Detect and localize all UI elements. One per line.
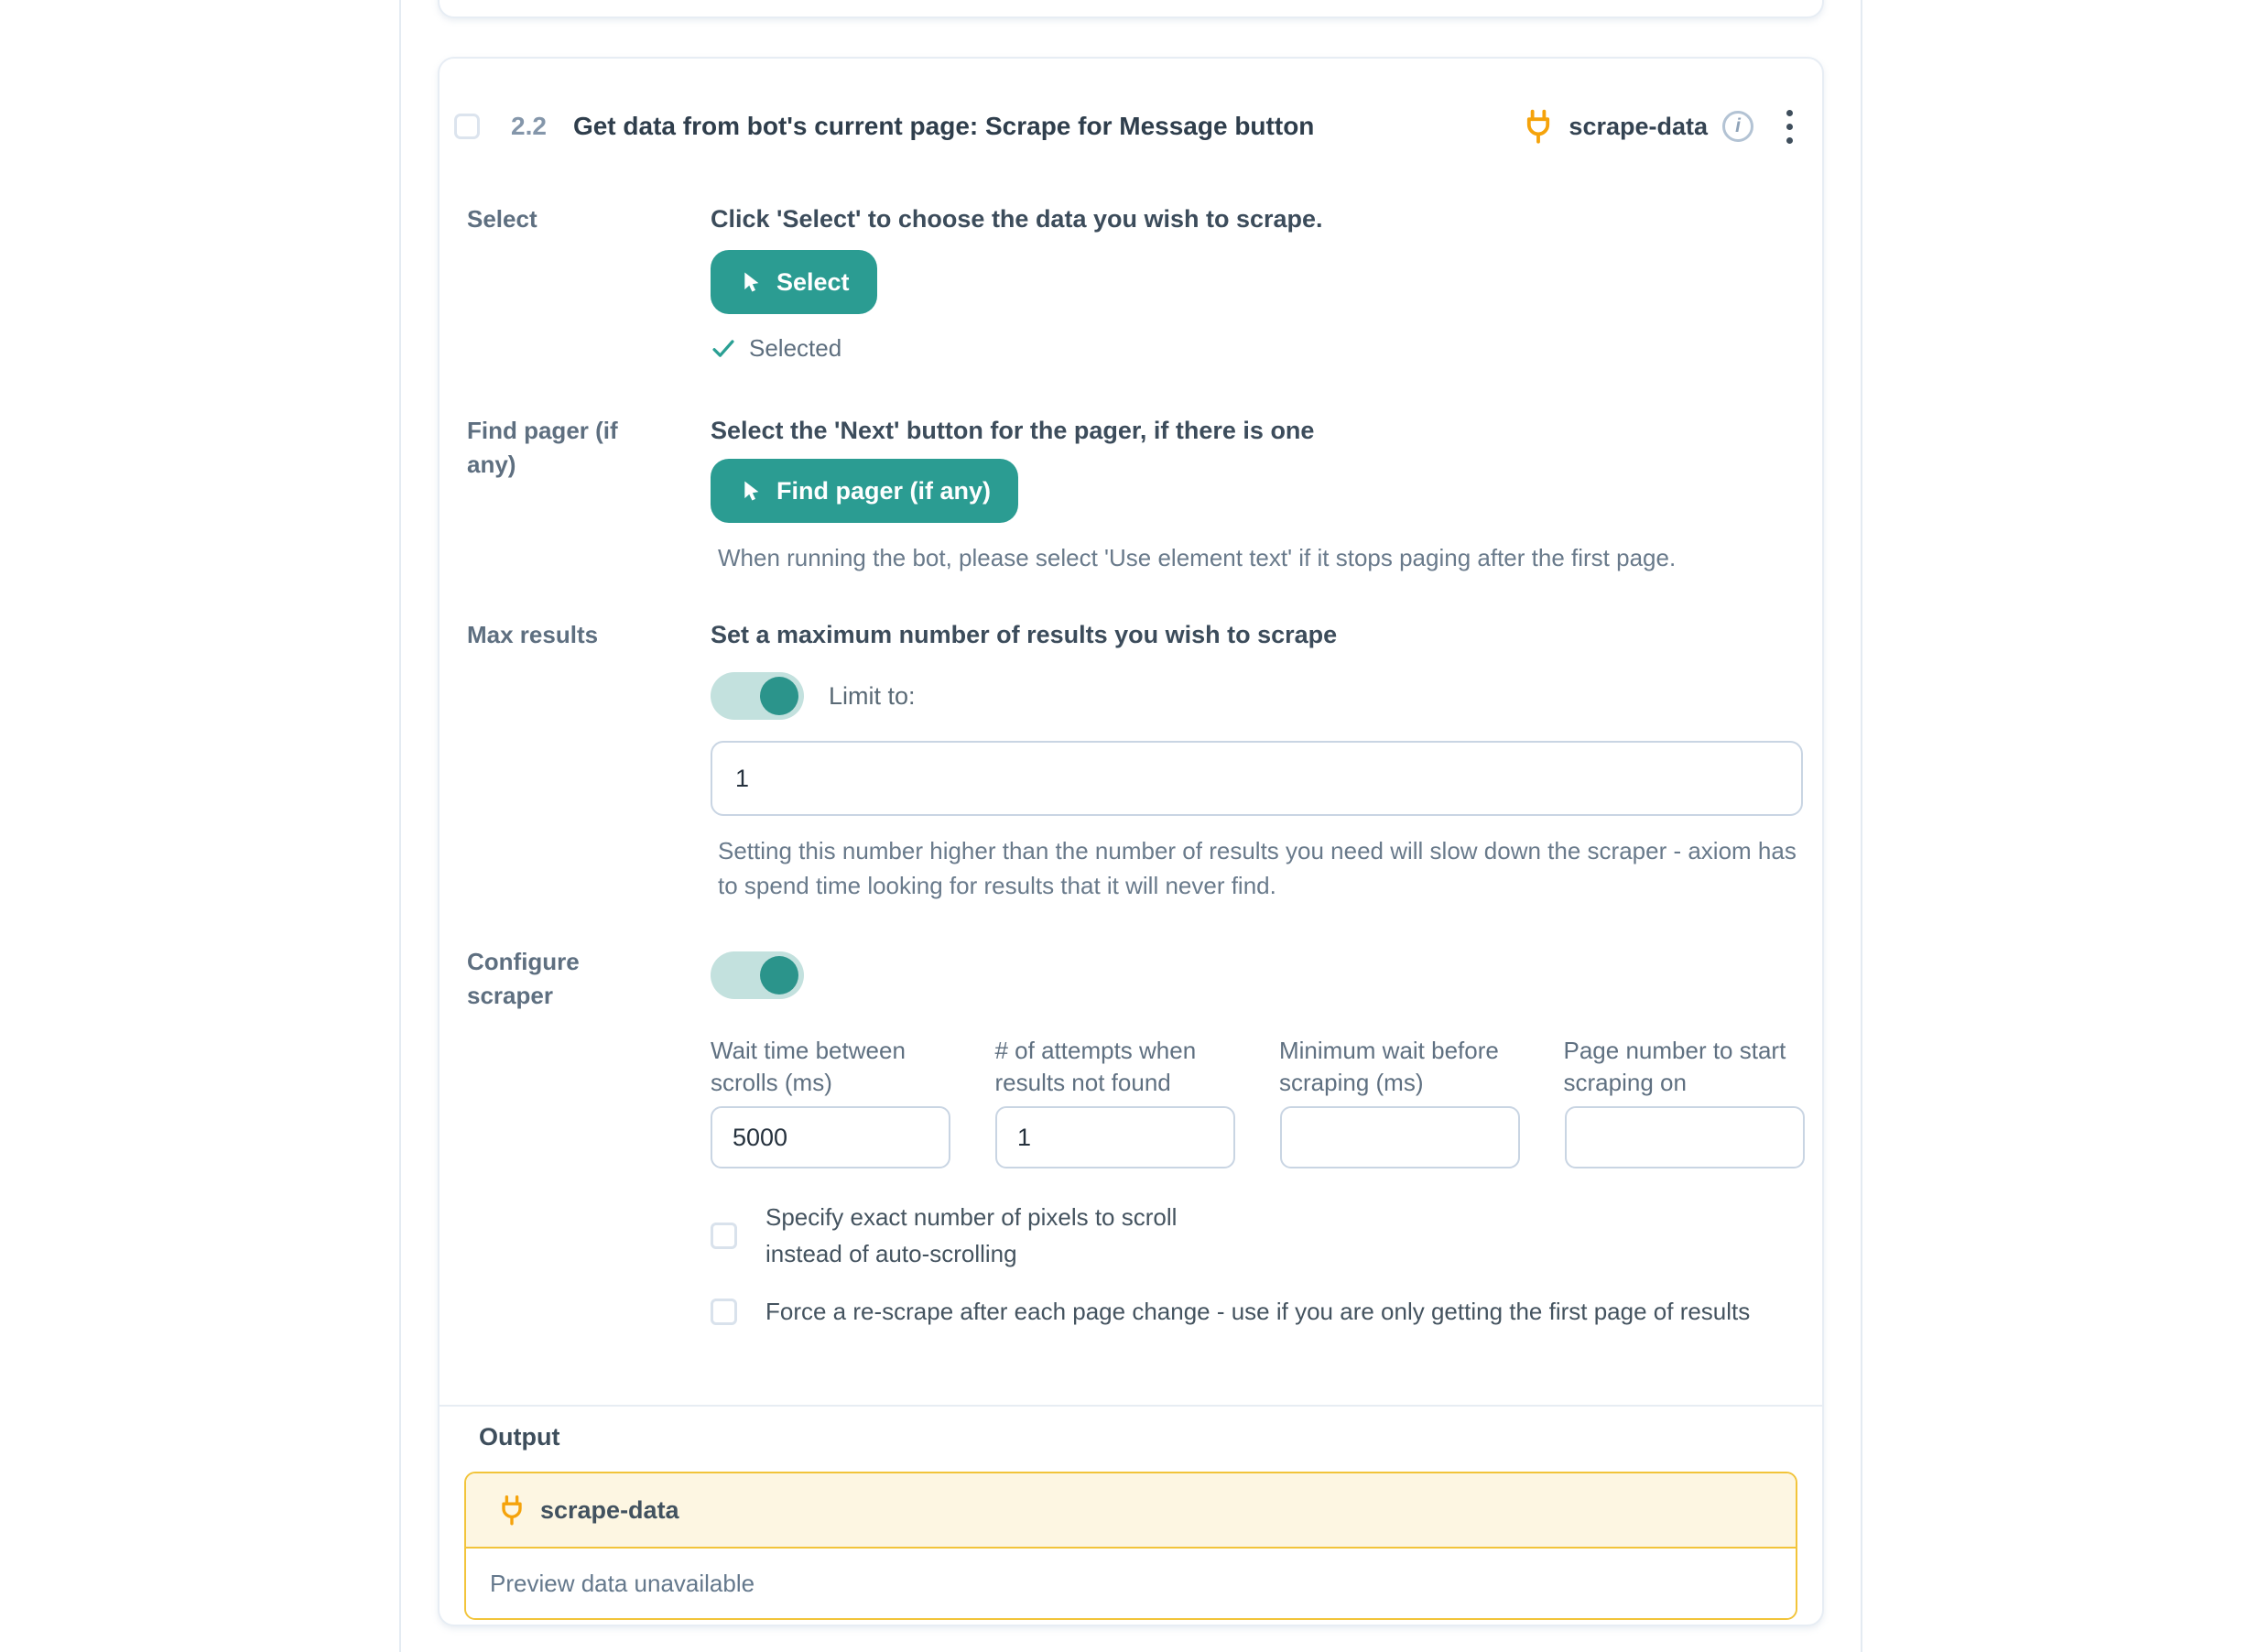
canvas-left-border: [399, 0, 401, 1652]
select-button[interactable]: Select: [711, 250, 877, 314]
output-section: [440, 1418, 1822, 1620]
output-title: Output: [479, 1423, 560, 1451]
find-pager-button[interactable]: Find pager (if any): [711, 459, 1018, 523]
section-select: [467, 202, 1803, 367]
step-card: [438, 57, 1824, 1626]
output-box: [464, 1472, 1797, 1620]
max-results-help-text: Setting this number higher than the number of results you need will slow down the scraper - axiom has to spend time looking for results that it will never find.: [718, 837, 1797, 899]
limit-toggle[interactable]: [711, 672, 804, 720]
pixels-scroll-label: Specify exact number of pixels to scroll instead of auto-scrolling: [765, 1203, 1178, 1267]
kebab-menu-icon[interactable]: [1779, 106, 1800, 147]
force-rescrape-label: Force a re-scrape after each page change - use if you are only getting the first page of results: [765, 1298, 1751, 1325]
cursor-icon: [738, 270, 763, 295]
limit-toggle-label: Limit to:: [829, 681, 916, 710]
step-header-right: [1523, 106, 1800, 147]
selected-status: [711, 329, 1803, 367]
wait-time-input[interactable]: [711, 1106, 950, 1168]
section-label: Select: [467, 205, 537, 233]
pixels-scroll-option: [711, 1199, 1803, 1272]
section-label: Max results: [467, 621, 599, 648]
step-header: [454, 101, 1800, 152]
force-rescrape-option: [711, 1293, 1803, 1330]
info-icon[interactable]: i: [1722, 111, 1753, 142]
field-label-wait-time: Wait time between scrolls (ms): [711, 1037, 906, 1096]
output-preview-text: Preview data unavailable: [466, 1549, 1796, 1618]
output-badge-row[interactable]: [466, 1473, 1796, 1549]
configure-scraper-toggle[interactable]: [711, 951, 804, 999]
previous-step-card: [438, 0, 1824, 18]
pager-help-text: When running the bot, please select 'Use element text' if it stops paging after the first page.: [718, 544, 1677, 571]
min-wait-input[interactable]: [1280, 1106, 1520, 1168]
card-footer-divider: [440, 1405, 1822, 1407]
step-checkbox[interactable]: [454, 114, 480, 139]
section-configure-scraper: [467, 945, 1803, 1330]
step-number: 2.2: [511, 112, 547, 140]
cursor-icon: [738, 479, 763, 504]
section-heading: Set a maximum number of results you wish to scrape: [711, 621, 1338, 648]
section-find-pager: [467, 414, 1803, 575]
field-label-start-page: Page number to start scraping on: [1563, 1037, 1786, 1096]
section-label: Configure scraper: [467, 948, 580, 1009]
selected-status-text: Selected: [749, 333, 842, 362]
scraper-field-labels: [711, 1035, 1803, 1099]
check-icon: [711, 335, 736, 361]
pixels-scroll-checkbox[interactable]: [711, 1223, 737, 1249]
limit-toggle-row: [711, 672, 1803, 720]
output-badge-label: scrape-data: [540, 1495, 679, 1524]
field-label-attempts: # of attempts when results not found: [994, 1037, 1197, 1096]
max-results-input[interactable]: [711, 741, 1803, 816]
start-page-input[interactable]: [1565, 1106, 1805, 1168]
section-heading: Click 'Select' to choose the data you wish to scrape.: [711, 205, 1323, 233]
section-max-results: [467, 618, 1803, 903]
step-title: Get data from bot's current page: Scrape for Message button: [572, 112, 1315, 140]
attempts-input[interactable]: [995, 1106, 1235, 1168]
step-output-badge: scrape-data: [1569, 112, 1708, 140]
canvas-right-border: [1861, 0, 1862, 1652]
field-label-min-wait: Minimum wait before scraping (ms): [1279, 1037, 1499, 1096]
plug-icon: [498, 1494, 526, 1527]
force-rescrape-checkbox[interactable]: [711, 1299, 737, 1325]
plug-icon: [1523, 108, 1554, 145]
section-heading: Select the 'Next' button for the pager, if there is one: [711, 417, 1315, 444]
scraper-field-inputs: [711, 1106, 1803, 1168]
section-label: Find pager (if any): [467, 417, 618, 478]
